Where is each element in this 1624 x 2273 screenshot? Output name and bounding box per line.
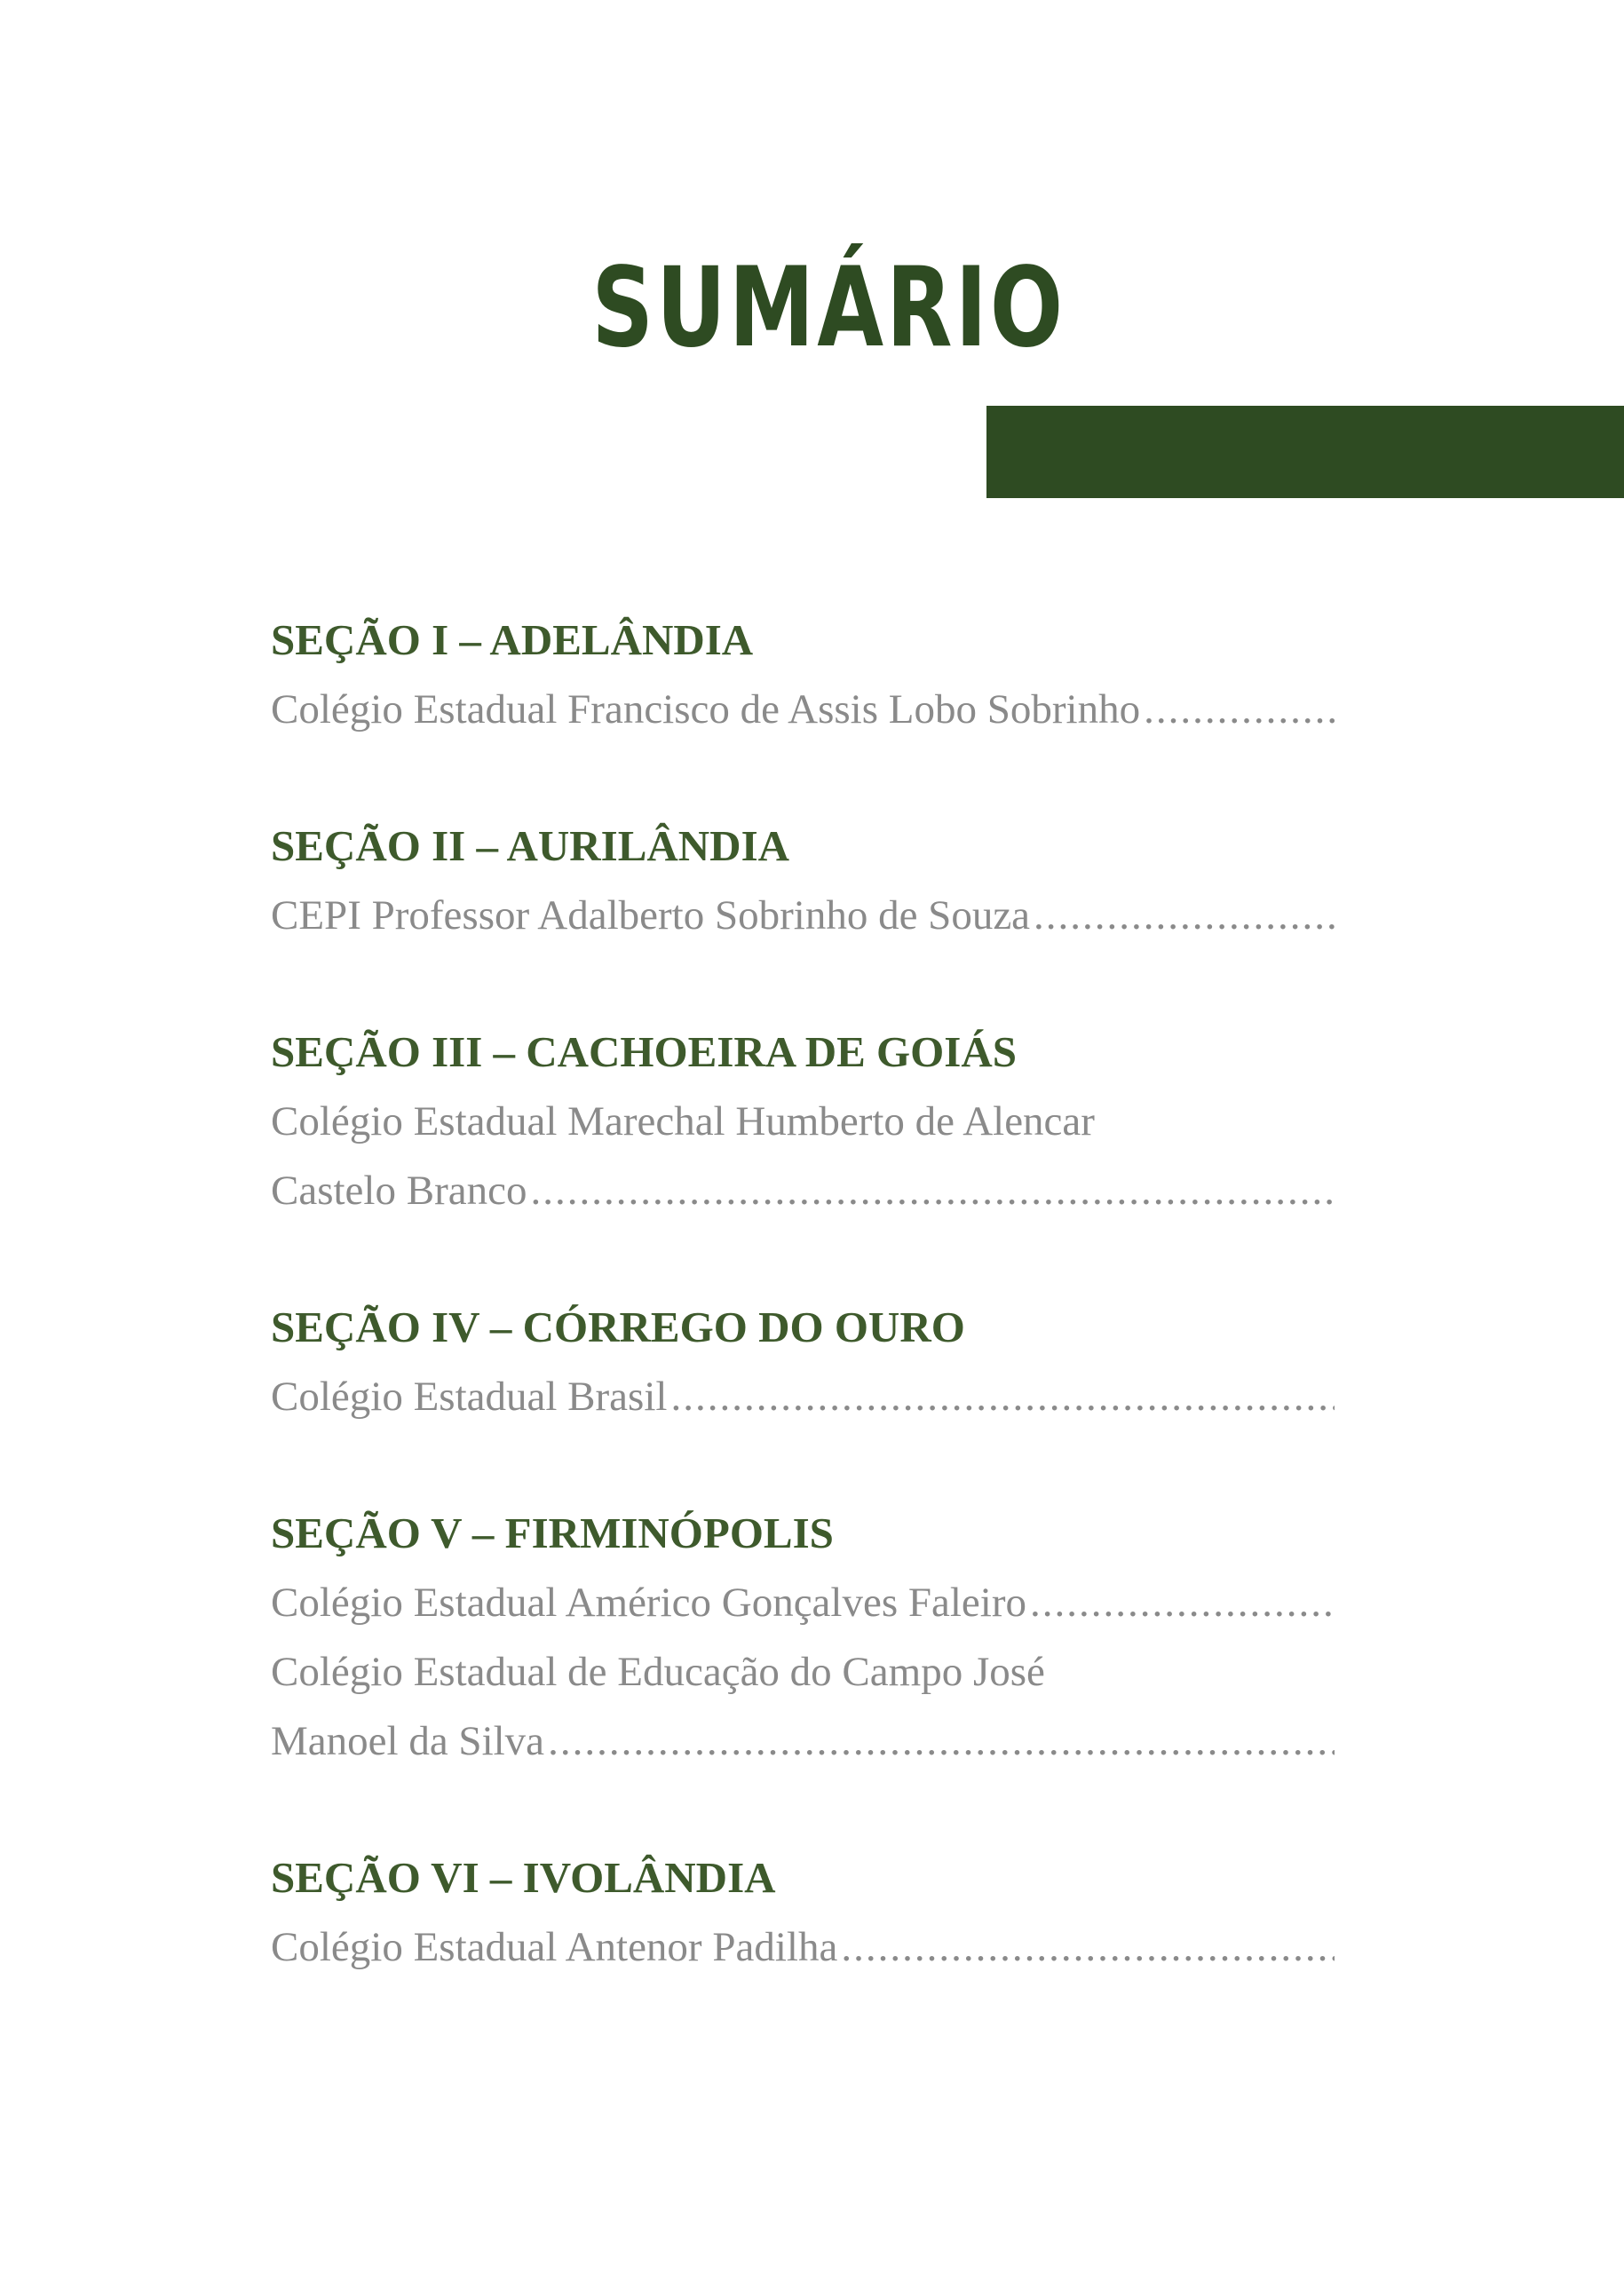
entry-text: Colégio Estadual de Educação do Campo José (271, 1649, 1045, 1695)
toc-section-4 (271, 1293, 1335, 1431)
dot-leader (1144, 675, 1335, 744)
entry-text: Colégio Estadual Américo Gonçalves Faleiro (271, 1580, 1027, 1626)
toc-entry[interactable] (271, 675, 1335, 744)
entry-text: CEPI Professor Adalberto Sobrinho de Souza (271, 892, 1031, 939)
dot-leader (670, 1362, 1335, 1431)
section-heading[interactable]: SEÇÃO V – FIRMINÓPOLIS (271, 1509, 834, 1557)
toc-section-2 (271, 812, 1335, 950)
toc-section-3 (271, 1018, 1335, 1225)
toc-section-6 (271, 1843, 1335, 1982)
dot-leader (1030, 1568, 1335, 1637)
toc-entry[interactable] (271, 881, 1335, 950)
dot-leader (1034, 881, 1335, 950)
entry-text: Manoel da Silva (271, 1718, 545, 1764)
table-of-contents (271, 606, 1335, 1982)
entry-text: Colégio Estadual Antenor Padilha (271, 1924, 838, 1970)
section-heading[interactable]: SEÇÃO II – AURILÂNDIA (271, 821, 790, 870)
entry-text: Colégio Estadual Marechal Humberto de Alencar (271, 1098, 1095, 1144)
section-heading[interactable]: SEÇÃO I – ADELÂNDIA (271, 615, 754, 664)
section-heading[interactable]: SEÇÃO III – CACHOEIRA DE GOIÁS (271, 1027, 1017, 1076)
dot-leader (548, 1707, 1335, 1776)
toc-section-1 (271, 606, 1335, 744)
dot-leader (841, 1913, 1335, 1982)
section-heading[interactable]: SEÇÃO IV – CÓRREGO DO OURO (271, 1303, 965, 1351)
dot-leader (530, 1156, 1335, 1225)
section-heading[interactable]: SEÇÃO VI – IVOLÂNDIA (271, 1853, 776, 1902)
toc-entry[interactable] (271, 1087, 1335, 1225)
entry-text: Castelo Branco (271, 1168, 527, 1214)
toc-entry[interactable] (271, 1362, 1335, 1431)
page-title: SUMÁRIO (591, 244, 1066, 372)
toc-section-5 (271, 1499, 1335, 1776)
title-accent-bar (986, 406, 1624, 498)
toc-entry[interactable] (271, 1637, 1335, 1776)
toc-entry[interactable] (271, 1913, 1335, 1982)
toc-entry[interactable] (271, 1568, 1335, 1637)
entry-text: Colégio Estadual Francisco de Assis Lobo Sobrinho (271, 686, 1141, 733)
entry-text: Colégio Estadual Brasil (271, 1374, 668, 1420)
